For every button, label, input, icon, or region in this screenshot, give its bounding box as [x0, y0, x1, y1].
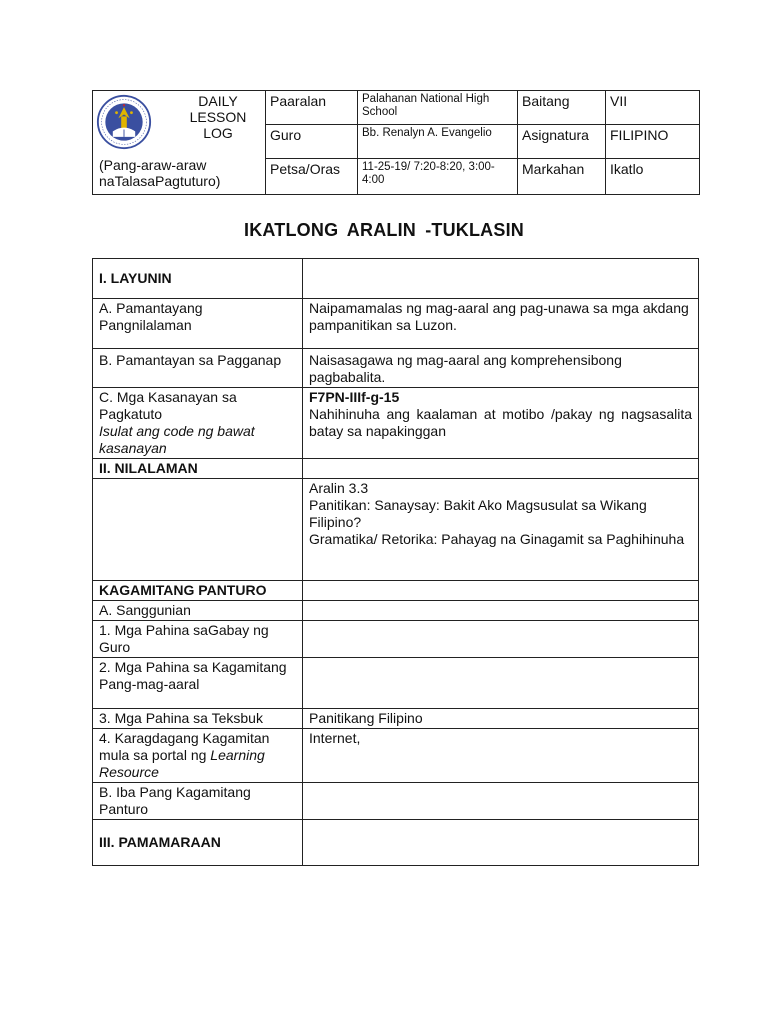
- pamamaraan-empty: [303, 820, 699, 866]
- date-value: 11-25-19/ 7:20-8:20, 3:00-4:00: [358, 159, 518, 195]
- layunin-empty: [303, 259, 699, 299]
- kasanayan-cell: [93, 388, 303, 459]
- karagdagang-kagamitan-label: 4. Karagdagang Kagamitan mula sa portal ng: [99, 730, 270, 763]
- quarter-value: Ikatlo: [606, 159, 700, 195]
- kagamitang-mag-aaral-label: 2. Mga Pahina sa Kagamitang Pang-mag-aaral: [93, 658, 303, 709]
- kasanayan-note: Isulat ang code ng bawat kasanayan: [99, 423, 255, 456]
- doc-subtitle: (Pang-araw-araw naTalasaPagtuturo): [99, 157, 221, 189]
- pamantayan-pagganap-label: B. Pamantayan sa Pagganap: [93, 349, 303, 388]
- quarter-label: Markahan: [518, 159, 606, 195]
- teacher-label: Guro: [266, 125, 358, 159]
- pamantayan-pagganap-value: Naisasagawa ng mag-aaral ang komprehensibong pagbabalita.: [303, 349, 699, 388]
- iba-pang-kagamitan-label: B. Iba Pang Kagamitang Panturo: [93, 783, 303, 820]
- kagamitang-mag-aaral-empty: [303, 658, 699, 709]
- pamantayang-pangnilalaman-label: A. Pamantayang Pangnilalaman: [93, 299, 303, 349]
- school-label: Paaralan: [266, 91, 358, 125]
- deped-seal-icon: [96, 94, 152, 150]
- sanggunian-empty: [303, 601, 699, 621]
- nilalaman-content: [303, 479, 699, 581]
- gabay-guro-label: 1. Mga Pahina saGabay ng Guro: [93, 621, 303, 658]
- date-label: Petsa/Oras: [266, 159, 358, 195]
- lesson-title: IKATLONG ARALIN -TUKLASIN: [244, 220, 524, 240]
- kasanayan-content: [303, 388, 699, 459]
- pamantayang-pangnilalaman-value: Naipamamalas ng mag-aaral ang pag-unawa sa mga akdang pampanitikan sa Luzon.: [303, 299, 699, 349]
- karagdagang-kagamitan-value: Internet,: [303, 729, 699, 783]
- nilalaman-heading: II. NILALAMAN: [93, 459, 303, 479]
- teksbuk-label: 3. Mga Pahina sa Teksbuk: [93, 709, 303, 729]
- pamamaraan-heading: III. PAMAMARAAN: [93, 820, 303, 866]
- competency-code: F7PN-IIIf-g-15: [309, 389, 400, 405]
- learning-resource-text: Learning Resource: [99, 747, 265, 780]
- teacher-value: Bb. Renalyn A. Evangelio: [358, 125, 518, 159]
- school-value: Palahanan National High School: [358, 91, 518, 125]
- nilalaman-left-empty: [93, 479, 303, 581]
- lesson-table: [92, 258, 699, 866]
- layunin-heading: I. LAYUNIN: [93, 259, 303, 299]
- iba-pang-kagamitan-empty: [303, 783, 699, 820]
- nilalaman-empty: [303, 459, 699, 479]
- competency-text: Nahihinuha ang kaalaman at motibo /pakay ng nagsasalita batay sa napakinggan: [309, 406, 692, 439]
- doc-type: DAILY LESSON LOG: [189, 93, 247, 141]
- teksbuk-value: Panitikang Filipino: [303, 709, 699, 729]
- header-table: [92, 90, 700, 195]
- kasanayan-label: C. Mga Kasanayan sa Pagkatuto: [99, 389, 237, 422]
- kagamitan-empty: [303, 581, 699, 601]
- header-logo-cell: [93, 91, 266, 195]
- panitikan-line: Panitikan: Sanaysay: Bakit Ako Magsusulat sa Wikang Filipino?: [309, 497, 647, 530]
- subject-label: Asignatura: [518, 125, 606, 159]
- sanggunian-label: A. Sanggunian: [93, 601, 303, 621]
- aralin-number: Aralin 3.3: [309, 480, 369, 496]
- gramatika-line: Gramatika/ Retorika: Pahayag na Ginagamit sa Paghihinuha: [309, 531, 685, 547]
- grade-label: Baitang: [518, 91, 606, 125]
- karagdagang-kagamitan-cell: [93, 729, 303, 783]
- gabay-guro-empty: [303, 621, 699, 658]
- subject-value: FILIPINO: [606, 125, 700, 159]
- grade-value: VII: [606, 91, 700, 125]
- kagamitan-heading: KAGAMITANG PANTURO: [93, 581, 303, 601]
